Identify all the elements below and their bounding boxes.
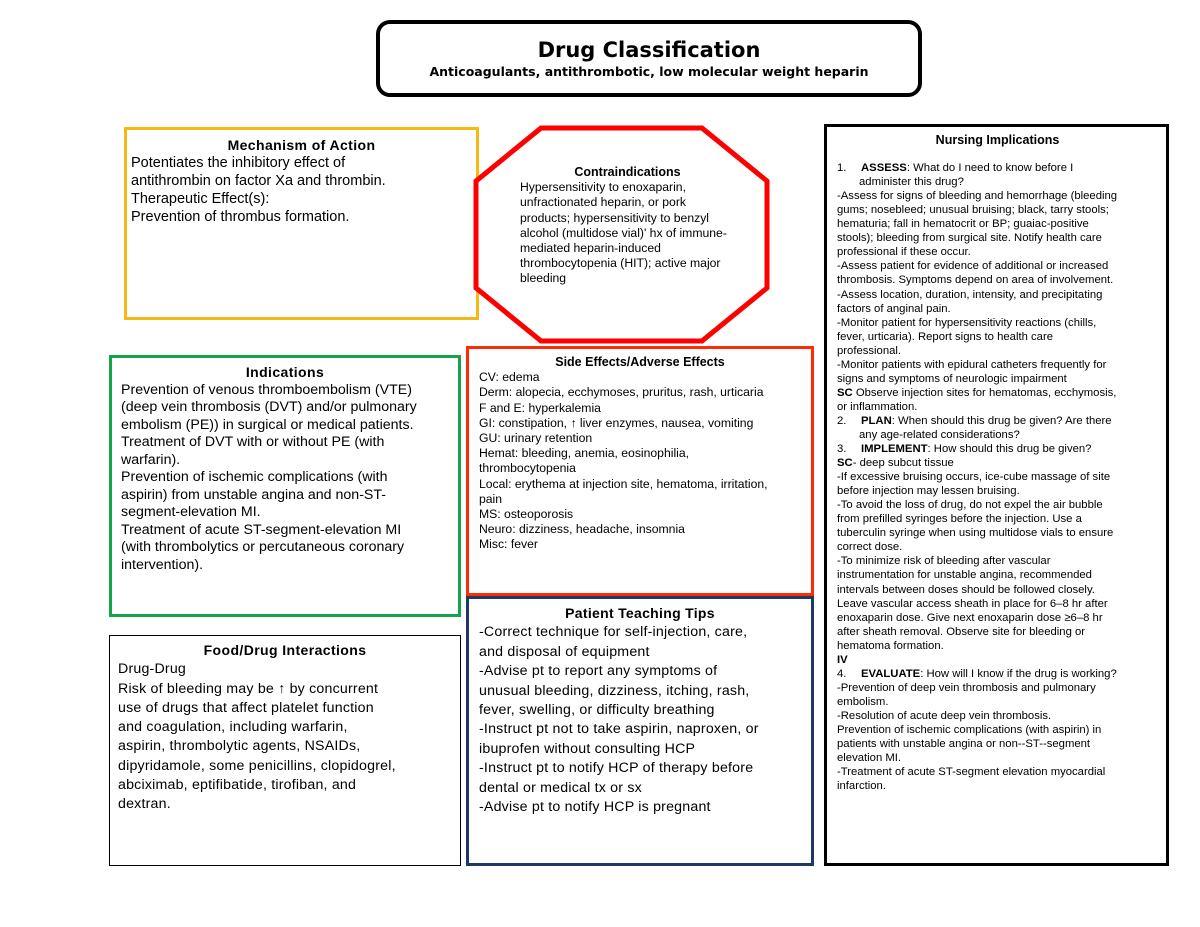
food-drug-line: and coagulation, including warfarin, [118,719,348,736]
plan-keyword: PLAN [861,414,892,427]
food-drug-line: Drug-Drug [118,661,187,678]
title-box [376,20,922,97]
implement-line: enoxaparin dose. Give next enoxaparin dose ≥6–8 hr [837,611,1103,624]
contraindications-line: alcohol (multidose vial)' hx of immune- [520,225,727,240]
teaching-line: -Instruct pt to notify HCP of therapy before [479,760,754,777]
plan-number: 2. [837,414,847,427]
implement-sc-text: - deep subcut tissue [852,457,954,470]
plan-question: : When should this drug be given? Are there [891,414,1112,427]
food-drug-heading: Food/Drug Interactions [203,642,367,658]
evaluate-line: patients with unstable angina or non--ST--segment [837,738,1091,751]
teaching-box [466,596,814,866]
evaluate-keyword: EVALUATE [861,667,921,680]
indications-line: segment-elevation MI. [121,504,261,520]
assess-line: -Monitor patients with epidural catheters frequently for [837,358,1107,371]
food-drug-box [109,635,461,866]
implement-line: instrumentation for unstable angina, recommended [837,569,1092,582]
implement-line: hematoma formation. [837,639,944,652]
assess-line: gums; nosebleed; unusual bruising; black, tarry stools; [837,204,1109,217]
contraindications-line: mediated heparin-induced [520,241,661,256]
side-effect-line: thrombocytopenia [479,461,576,476]
assess-line: factors of anginal pain. [837,302,951,315]
evaluate-line: elevation MI. [837,752,902,765]
indications-line: embolism (PE)) in surgical or medical patients. [121,416,414,433]
contraindications-content [520,165,735,287]
side-effect-line: CV: edema [479,370,540,385]
contraindications-line: products; hypersensitivity to benzyl [520,210,709,225]
implement-line: -To minimize risk of bleeding after vascular [837,555,1051,568]
plan-item [837,414,1158,428]
teaching-line: -Instruct pt not to take aspirin, naproxen, or [479,721,759,738]
assess-line: thrombosis. Symptoms depend on area of involvement. [837,274,1114,287]
indications-line: (deep vein thrombosis (DVT) and/or pulmonary [121,399,417,415]
teaching-line: -Correct technique for self-injection, care, [479,624,748,641]
assess-number: 1. [837,162,847,175]
implement-line: from prefilled syringes before the injection. Use a [837,513,1082,526]
indications-line: intervention). [121,556,204,573]
sc-text-cont: or inflammation. [837,400,918,413]
evaluate-line: infarction. [837,780,886,793]
implement-question: : How should this drug be given? [927,443,1092,456]
assess-keyword: ASSESS [861,162,907,175]
evaluate-line: -Treatment of acute ST-segment elevation myocardial [837,766,1106,779]
side-effect-line: pain [479,491,503,506]
mechanism-line: Prevention of thrombus formation. [131,209,350,225]
side-effects-box [466,346,814,596]
nursing-heading: Nursing Implications [935,133,1060,147]
evaluate-line: -Prevention of deep vein thrombosis and pulmonary [837,681,1096,694]
assess-line: -Assess location, duration, intensity, and precipitating [837,288,1103,301]
food-drug-line: aspirin, thrombolytic agents, NSAIDs, [118,738,361,755]
sc-text: Observe injection sites for hematomas, ecchymosis, [852,386,1117,399]
evaluate-item [837,667,1158,681]
implement-item [837,442,1158,456]
evaluate-question: : How will I know if the drug is working? [920,667,1117,680]
food-drug-line: Risk of bleeding may be ↑ by concurrent [118,680,379,697]
contraindications-line: Hypersensitivity to enoxaparin, [520,180,686,195]
teaching-line: fever, swelling, or difficulty breathing [479,702,715,719]
mechanism-line: Potentiates the inhibitory effect of [131,155,346,171]
implement-sc [837,456,1158,470]
assess-line: professional if these occur. [837,246,971,259]
contraindications-line: bleeding [520,271,567,286]
implement-line: -If excessive bruising occurs, ice-cube massage of site [837,471,1111,484]
side-effect-line: GI: constipation, ↑ liver enzymes, nausea, vomiting [479,415,754,430]
food-drug-line: dextran. [118,796,171,813]
indications-line: Prevention of venous thromboembolism (VTE) [121,381,412,398]
implement-line: tuberculin syringe when using multidose vials to ensure [837,527,1114,540]
side-effect-line: Misc: fever [479,537,538,552]
contraindications-line: thrombocytopenia (HIT); active major [520,256,721,271]
indications-line: Prevention of ischemic complications (with [121,469,388,485]
assess-line: signs and symptoms of neurologic impairment [837,372,1067,385]
side-effect-line: F and E: hyperkalemia [479,400,601,415]
iv-keyword: IV [837,653,848,666]
plan-question-cont: any age-related considerations? [859,428,1020,441]
assess-question-cont: administer this drug? [859,176,964,189]
implement-line: correct dose. [837,541,903,554]
assess-question: : What do I need to know before I [906,162,1074,175]
side-effect-line: Derm: alopecia, ecchymoses, pruritus, rash, urticaria [479,385,764,400]
indications-heading: Indications [245,364,325,380]
evaluate-number: 4. [837,667,847,680]
assess-line: -Assess for signs of bleeding and hemorrhage (bleeding [837,190,1118,203]
spacer [837,147,1158,161]
evaluate-line: embolism. [837,695,889,708]
mechanism-line: Therapeutic Effect(s): [131,191,270,207]
implement-line: before injection may lessen bruising. [837,485,1020,498]
side-effect-line: Neuro: dizziness, headache, insomnia [479,522,685,537]
food-drug-line: dipyridamole, some penicillins, clopidogrel, [118,757,396,774]
mechanism-line: antithrombin on factor Xa and thrombin. [131,173,386,189]
assess-line: -Assess patient for evidence of additional or increased [837,260,1109,273]
indications-line: Treatment of acute ST-segment-elevation MI [121,521,402,538]
assess-line: stools); bleeding from surgical site. Notify health care [837,232,1102,245]
food-drug-line: use of drugs that affect platelet function [118,699,374,716]
indications-line: aspirin) from unstable angina and non-ST- [121,486,386,503]
teaching-line: dental or medical tx or sx [479,779,642,796]
page-subtitle: Anticoagulants, antithrombotic, low molecular weight heparin [429,64,869,79]
indications-box [109,355,461,617]
contraindications-line: unfractionated heparin, or pork [520,195,686,210]
indications-line: warfarin). [121,451,181,468]
implement-line: after sheath removal. Observe site for bleeding or [837,625,1086,638]
teaching-line: ibuprofen without consulting HCP [479,740,696,757]
assess-line: professional. [837,344,902,357]
food-drug-line: abciximab, eptifibatide, tirofiban, and [118,777,357,794]
implement-sc-keyword: SC [837,457,853,470]
contraindications-heading: Contraindications [574,165,681,179]
teaching-line: -Advise pt to report any symptoms of [479,663,718,680]
contraindications-box [473,125,770,344]
assess-line: fever, urticaria). Report signs to health care [837,330,1053,343]
indications-line: Treatment of DVT with or without PE (with [121,434,385,450]
implement-line: -To avoid the loss of drug, do not expel the air bubble [837,499,1103,512]
assess-line: hematuria; fall in hematocrit or BP; guaiac-positive [837,218,1089,231]
mechanism-box [124,127,479,320]
teaching-line: -Advise pt to notify HCP is pregnant [479,799,711,816]
side-effect-line: GU: urinary retention [479,431,593,446]
side-effect-line: Local: erythema at injection site, hematoma, irritation, [479,476,768,491]
sc-keyword: SC [837,386,853,399]
assess-item [837,161,1158,175]
evaluate-line: Prevention of ischemic complications (with aspirin) in [837,723,1102,736]
evaluate-line: -Resolution of acute deep vein thrombosis. [837,709,1052,722]
teaching-heading: Patient Teaching Tips [565,605,715,621]
iv-label [837,653,1158,667]
teaching-line: and disposal of equipment [479,643,650,660]
mechanism-heading: Mechanism of Action [227,137,376,153]
assess-line: -Monitor patient for hypersensitivity reactions (chills, [837,316,1097,329]
implement-line: Leave vascular access sheath in place for 6–8 hr after [837,597,1108,610]
indications-line: (with thrombolytics or percutaneous coronary [121,539,405,555]
page-title: Drug Classification [537,38,761,62]
sc-item [837,386,1158,400]
implement-number: 3. [837,443,847,456]
nursing-box [824,124,1169,866]
implement-line: intervals between doses should be followed closely. [837,583,1095,596]
teaching-line: unusual bleeding, dizziness, itching, rash, [479,682,750,699]
side-effects-heading: Side Effects/Adverse Effects [555,355,725,369]
side-effect-line: MS: osteoporosis [479,507,574,522]
side-effect-line: Hemat: bleeding, anemia, eosinophilia, [479,446,690,461]
implement-keyword: IMPLEMENT [861,443,928,456]
